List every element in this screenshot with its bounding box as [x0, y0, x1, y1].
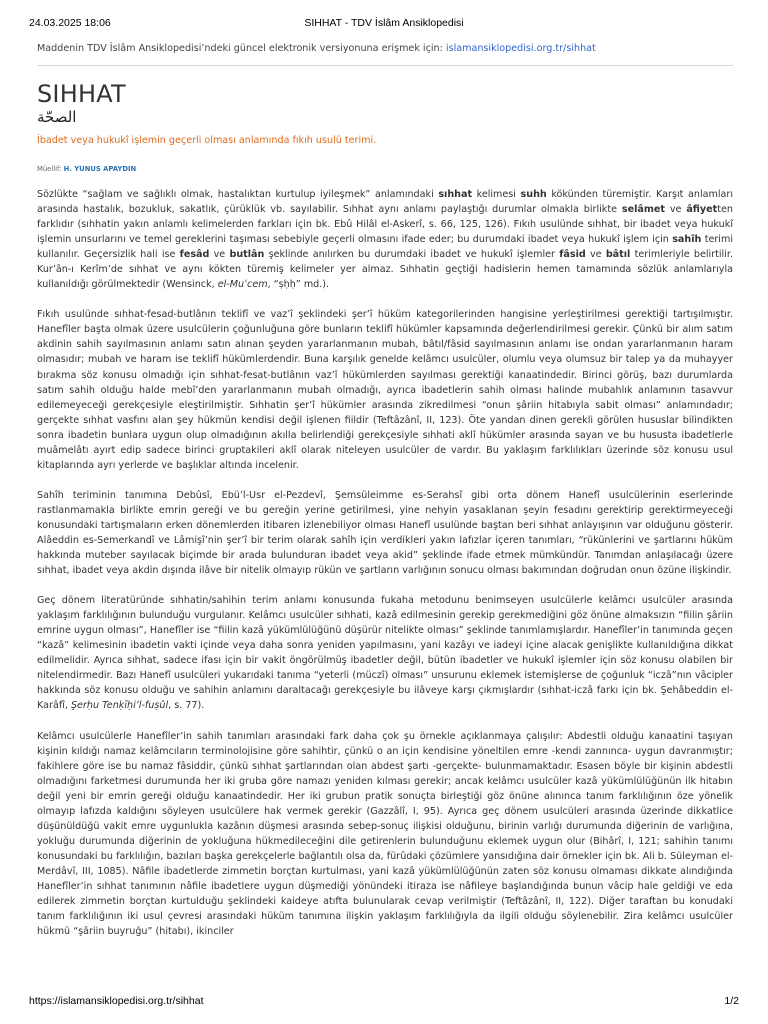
paragraph-5: Kelâmcı usulcülerle Hanefîler’in sahih tanımları arasındaki fark daha çok şu örnekle açıklanmaya çalışılır: Abdestli olduğu kanaatini taşıyan kişinin kıldığı namaz kelâmcıların terminolojisine göre sahihtir, çünkü o an için kendisine yöneltilen emre -kendi zannınca- uygun davranmıştır; fakihlere göre ise bu namaz fâsiddir, çünkü sıhhat şartlarından olan abdest şartı -gerçekte- bulunmamaktadır. Esasen böyle bir kişinin abdestli olmadığını farketmesi durumunda her iki gruba göre namazı yeniden kılması gerekir; ancak kelâmcı usulcüler kazâ yükümlülüğünün ilk hitabın değil yeni bir emrin gereği olduğu kanaatindedir. Her iki grubun pratik sonuçta birleştiği göz önüne alınınca tanım farklılığının öze yönelik olmayıp lafızda kaldığını söyleyen usulcülere hak vermek gerekir (Gazzâlî, I, 95). Ayrıca geç dönem usulcüleri arasında üzerinde dikkatlice düşünüldüğü vakit emre uygunlukla kazânın düşmesi arasında sebep-sonuç ilişkisi olduğunu, birinin varlığı durumunda diğerinin de varlığına, yokluğu durumunda diğerinin de yokluğuna hükmedileceğini dile getirenlerin bulunduğunu eklemek uygun olur (Bihârî, I, 121; sahihin tanımı konusundaki bu farklılığın, bazıları başka gerekçelerle bağlantılı olsa da, fürûdaki çözümlere yansıdığına dair örnekler için bk. Ali b. Süleyman el-Merdâvî, III, 1085). Nâfile ibadetlerde zimmetin borçtan kurtulması, yani kazâ yükümlülüğünün zaten söz konusu olmaması dikkate alındığında Hanefîler’in sıhhat tanımının nâfile ibadetlere uygun düşmediği yönündeki itiraza ise nâfileye başlandığında bunun vâcip hale geldiği ve eda edilerek zimmetin borçtan kurtulduğu şeklindeki kaideye atıfta bulunularak cevap verilmiştir (Teftâzânî, II, 122). Diğer taraftan bu konudaki tanım farklılığının iki usul çevresi arasındaki hüküm tanımına ilişkin yaklaşım farklılığıyla da ilgili olduğu söylenebilir. Zira kelâmcı usulcüler hükmü “şâriin buyruğu” (hitabı), ikinciler: [37, 730, 733, 938]
term-butlan: butlân: [229, 249, 265, 261]
term-selamet: selâmet: [621, 204, 665, 216]
article-definition: İbadet veya hukukî işlemin geçerli olması anlamında fıkıh usulü terimi.: [37, 135, 377, 146]
print-url: https://islamansiklopedisi.org.tr/sihhat: [29, 995, 204, 1007]
print-title: SIHHAT - TDV İslâm Ansiklopedisi: [304, 17, 464, 29]
page-number: 1/2: [724, 995, 739, 1007]
term-fesad: fesâd: [179, 249, 210, 261]
paragraph-4: [37, 593, 733, 713]
text-run: şeklinde anılırken bu durumdaki ibadet ve hukukî işlemler: [264, 249, 560, 261]
text-run: ve: [664, 204, 687, 216]
text-run: kökünden türemiştir. Karşıt anlamları arasında hastalık, bozukluk, sakatlık, çürüklük vb. sayılabilir. Sıhhat aynı anlamı paylaştığı durumlar olmakla birlikte: [37, 189, 733, 216]
text-run: kelimesi: [472, 189, 521, 200]
version-notice: [37, 43, 733, 66]
text-run: Geç dönem literatüründe sıhhatin/sahihin terim anlamı konusunda fukaha metodunu benimseyen usulcülerle kelâmcı usulcüler arasında yaklaşım farklılığının bulunduğu vurgulanır. Kelâmcı usulcüler sıhhati, kazâ edilmesinin gerekip gerekmediğini göz önüne almaksızın “fiilin şâriin emrine uygun olması”, Hanefîler ise “fiilin kazâ yükümlülüğünü düşürür nitelikte olması” şeklinde tanımlamışlardır. Hanefîler’in tanımında geçen “kazâ” kelimesinin ibadetin vakti içinde veya daha sonra yeniden yapılmasını, yani kazâyı ve iadeyi içine alacak genişlikte kullanıldığına dikkat edilmelidir. Ayrıca sıhhat, sadece ifası için bir vakit öngörülmüş ibadetler değil, bütün ibadetler ve hukukî işlemler için söz konusu olabilen bir nitelendirmedir. Bazı Hanefî usulcüleri yukarıdaki tanıma “yeterli (müczî) olması” unsurunu eklemek istemişlerse de çoğunluk “iczâ”nın vâcipler hakkında söz konusu olduğu ve sahihin anlamını daraltacağı gerekçesiyle bu ilâveye karşı çıkmışlardır (sıhhat-iczâ farkı için bk. Şehâbeddin el-Karâfî,: [37, 595, 733, 712]
text-run: terimleriyle belirtilir. Kur’ân-ı Kerîm’de sıhhat ve aynı kökten türemiş kelimeler yer almaz. Sıhhatin geçtiği hadislerin hemen tamamında sözlük anlamlarıyla kullanıldığı görülmektedir (Wensinck,: [37, 249, 734, 291]
citation-title: Şerḥu Tenḳīḥi’l-fuṣûl: [70, 700, 169, 712]
citation-title: el-Muʿcem: [217, 279, 268, 291]
text-run: ve: [209, 249, 230, 261]
article-link[interactable]: islamansiklopedisi.org.tr/sihhat: [445, 43, 596, 54]
author-label: Müellif:: [37, 165, 64, 173]
term-sihhat: sıhhat: [438, 189, 473, 200]
text-run: ve: [585, 249, 606, 261]
term-fasid: fâsid: [559, 249, 586, 261]
print-footer: [29, 995, 739, 1009]
text-run: , “ṣḥḥ” md.).: [267, 279, 330, 291]
text-run: Sözlükte “sağlam ve sağlıklı olmak, hastalıktan kurtulup iyileşmek” anlamındaki: [37, 189, 439, 200]
text-run: terimi kullanılır. Geçersizlik hali ise: [37, 234, 733, 261]
article-content: [37, 43, 733, 939]
arabic-title: الصحّة: [37, 108, 77, 126]
text-run: ten farklıdır (sıhhatin yakın anlamlı kelimelerden farkları için bk. Ebû Hilâl el-Askerî, s. 66, 125, 126). Fıkıh usulünde sıhhat, bir ibadet veya hukukî işlemin unsurlarını ve temel gereklerini taşıması sebebiyle geçerli olmasını ifade eder; bu durumdaki ibadet veya hukukî işlem için: [37, 204, 733, 246]
notice-text: Maddenin TDV İslâm Ansiklopedisi’ndeki güncel elektronik versiyonuna erişmek için:: [37, 43, 446, 54]
term-afiyet: âfiyet: [686, 204, 718, 216]
paragraph-1: [37, 187, 733, 292]
print-header: [29, 17, 739, 31]
article-title: SIHHAT: [37, 80, 126, 108]
term-suhh: suhh: [520, 189, 547, 200]
paragraph-3: Sahîh teriminin tanımına Debûsî, Ebü’l-Usr el-Pezdevî, Şemsüleimme es-Serahsî gibi orta dönem Hanefî usulcülerinin eserlerinde rastlanmamakla birlikte emrin gereği ve bu gereğin yerine getirilmesi, yine nehyin yasaklanan şeyin fesadını gerektirip gerektirmeyeceği konusundaki tartışmaların erken dönemlerden itibaren izlenebiliyor olması Hanefî usulünde baştan beri sıhhat anlayışının var olduğunu gösterir. Alâeddin es-Semerkandî ve Lâmişî’nin şer’î bir terim olarak sahîh için verdikleri yakın lafızlar içeren tanımları, “rükünlerini ve şartlarını hüküm hakkında muteber sayılacak biçimde bir arada bulunduran ibadet veya akid” şeklinde ifade etmek mümkündür. Tanımdan anlaşılacağı üzere sıhhat, ibadet veya akdin dışında ilâve bir nitelik olmayıp rükün ve şartların varlığının sonucu olması bakımından doğrudan onun özüne ilişkindir.: [37, 489, 733, 577]
term-batil: bâtıl: [605, 249, 631, 261]
print-timestamp: 24.03.2025 18:06: [29, 17, 111, 29]
author-line: [37, 164, 733, 174]
paragraph-2: Fıkıh usulünde sıhhat-fesad-butlânın teklifî ve vaz’î şeklindeki şer’î hüküm kategorilerinden hangisine yerleştirilmesi gerektiği tartışılmıştır. Hanefîler başta olmak üzere usulcülerin çoğunluğuna göre bunların teklifî hükümler kapsamında değerlendirilmesi gerekir. Çünkü bir alım satım akdinin sahih sayılmasının anlamı satın alınan şeyden yararlanmanın mubah, bâtıl/fâsid sayılmasının anlamı ise ondan yararlanmanın haram olmasıdır; mubah ve haram ise teklifî hükümlerdendir. Buna karşılık genelde kelâmcı usulcüler, olumlu veya olumsuz bir talep ya da muhayyer bırakma söz konusu olmadığı için sıhhat-fesat-butlânın vaz’î hükümlerden sayılması gerektiği kanaatindedir. Birinci görüş, bazı durumlarda satım sahih olduğu halde mebî’den yararlanmanın mubah olmadığı, ayrıca ibadetlerin sahih olması halinde mubahlık anlamının tasavvur edilemeyeceği gerekçesiyle eleştirilmiştir. Sıhhatin şer’î hükümler arasında zikredilmesi “onun şâriin hitabıyla sabit olması” anlamındadır; gerçekte sıhhat vasfını alan şey hükmün kendisi değil işlenen fiildir (Teftâzânî, II, 123). Öte yandan dinen gerekli görülen hususlar bilindikten sonra ibadetin bunlara uygun olup olmadığının akılla belirlendiği gerekçesiyle sıhhati aklî hükümler arasında sayan ve bu hususta ibadetlerle muâmelâtı ayırt edip sadece birinci gruptakileri aklî olarak niteleyen usulcüler de vardır. Bu yaklaşım farklılıkları üzerinde söz konusu usul kitaplarında ayrı yerlerde ve başlıklar altında incelenir.: [37, 309, 733, 471]
term-sahih: sahîh: [672, 234, 702, 246]
author-name[interactable]: H. YUNUS APAYDIN: [63, 165, 137, 173]
text-run: , s. 77).: [168, 700, 205, 712]
